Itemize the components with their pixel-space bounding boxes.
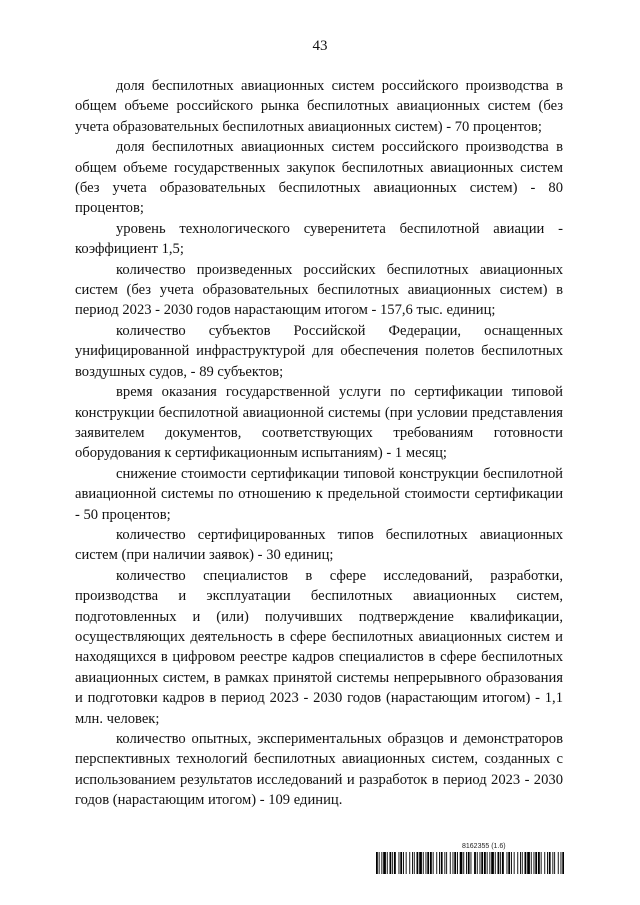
document-body xyxy=(75,76,563,811)
paragraph: уровень технологического суверенитета беспилотной авиации - коэффициент 1,5; xyxy=(75,220,563,258)
paragraph: доля беспилотных авиационных систем российского производства в общем объеме государственных закупок беспилотных авиационных систем (без учета образовательных беспилотных авиационных систем) - 80 процентов; xyxy=(75,139,563,217)
paragraph: доля беспилотных авиационных систем российского производства в общем объеме российского рынка беспилотных авиационных систем (без учета образовательных беспилотных авиационных систем) - 70 процентов; xyxy=(75,78,563,135)
barcode-icon xyxy=(376,852,564,874)
paragraph: количество субъектов Российской Федерации, оснащенных унифицированной инфраструктурой для обеспечения полетов беспилотных воздушных судов, - 89 субъектов; xyxy=(75,322,563,380)
document-footer xyxy=(376,843,564,881)
page-number: 43 xyxy=(312,38,328,54)
paragraph: количество сертифицированных типов беспилотных авиационных систем (при наличии заявок) - 30 единиц; xyxy=(75,526,563,564)
paragraph: количество произведенных российских беспилотных авиационных систем (без учета образовательных беспилотных авиационных систем) в период 2023 - 2030 годов нарастающим итогом - 157,6 тыс. единиц; xyxy=(75,261,563,319)
paragraph: количество специалистов в сфере исследований, разработки, производства и эксплуатации беспилотных авиационных систем, подготовленных и (или) получивших подтверждение квалификации, осуществляющих деятельность в сфере беспилотных авиационных систем и находящихся в цифровом реестре кадров специалистов в сфере беспилотных авиационных систем, в рамках принятой системы непрерывного образования и подготовки кадров в период 2023 - 2030 годов (нарастающим итогом) - 1,1 млн. человек; xyxy=(75,567,563,727)
paragraph: количество опытных, экспериментальных образцов и демонстраторов перспективных технологий беспилотных авиационных систем, созданных с использованием результатов исследований и разработок в период 2023 - 2030 годов (нарастающим итогом) - 109 единиц. xyxy=(75,731,563,809)
barcode-number: 8162355 (1.6) xyxy=(462,843,506,850)
paragraph: время оказания государственной услуги по сертификации типовой конструкции беспилотной авиационной системы (при условии представления заявителем документов, соответствующих требованиям готовности оборудования к сертификационным испытаниям) - 1 месяц; xyxy=(75,384,563,462)
paragraph: снижение стоимости сертификации типовой конструкции беспилотной авиационной системы по отношению к предельной стоимости сертификации - 50 процентов; xyxy=(75,465,563,523)
